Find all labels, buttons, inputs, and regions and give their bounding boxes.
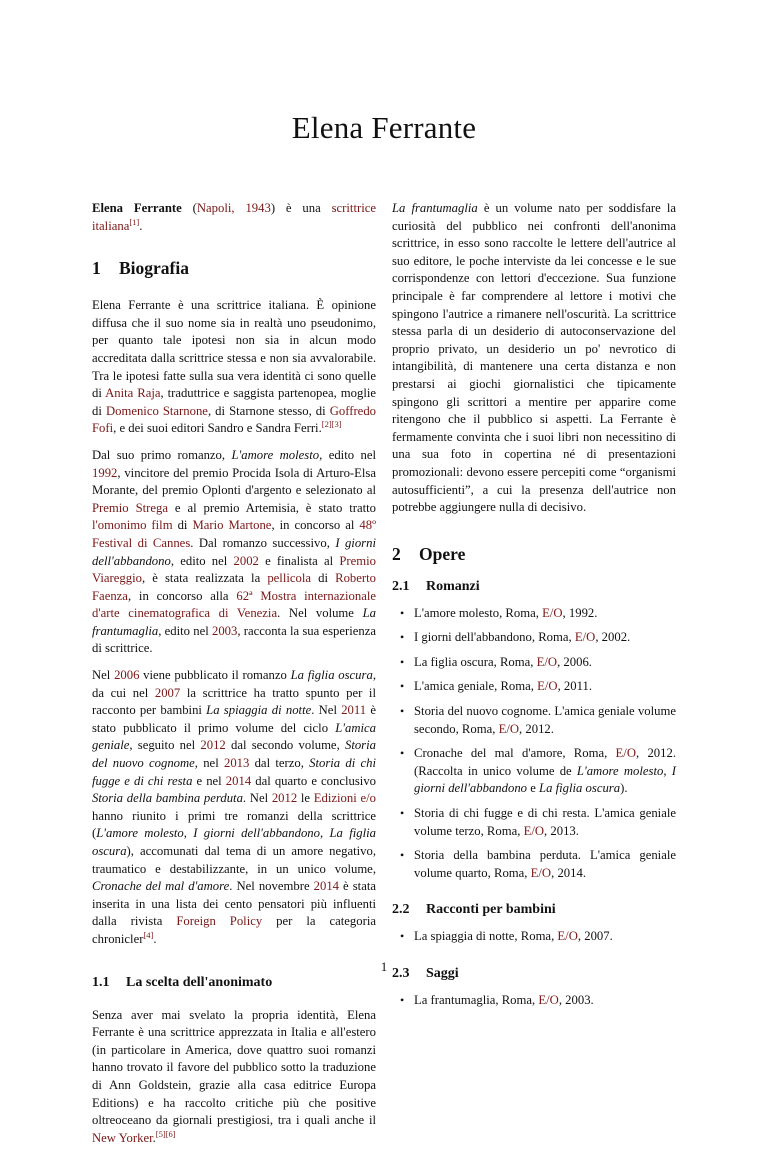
section-title: Biografia (119, 258, 189, 279)
left-column (92, 200, 376, 1156)
list-item: • La spiaggia di notte, Roma, E/O, 2007. (392, 928, 676, 946)
link-roberto-faenza[interactable]: Roberto Faenza (92, 571, 376, 603)
link-year[interactable]: 2006 (114, 668, 140, 683)
link-festival-cannes[interactable]: 48º Festival di Cannes (92, 518, 377, 550)
section-title: Saggi (426, 966, 459, 981)
link-eo[interactable]: E/O (542, 605, 563, 620)
ref-link[interactable]: [2][3] (321, 419, 342, 430)
link-mostra-venezia[interactable]: 62ª Mostra internazionale d'arte cinematografica di Venezia (92, 588, 376, 621)
list-item: • La frantumaglia, Roma, E/O, 2003. (392, 992, 676, 1010)
link-year[interactable]: 2012 (271, 791, 298, 806)
ref-link[interactable]: [1] (129, 216, 140, 227)
section-heading-opere (392, 543, 676, 565)
link-goffredo-fofi[interactable]: Goffredo Fofi (92, 403, 377, 436)
list-item: • Storia della bambina perduta. L'amica geniale volume quarto, Roma, E/O, 2014. (392, 847, 676, 882)
section-number: 2.1 (392, 578, 410, 594)
link-edizioni-eo[interactable]: Edizioni e/o (313, 791, 376, 806)
list-item: • Storia di chi fugge e di chi resta. L'amica geniale volume terzo, Roma, E/O, 2013. (392, 805, 676, 840)
section-number: 2 (392, 543, 401, 564)
link-year[interactable]: 2007 (154, 685, 181, 700)
link-domenico-starnone[interactable]: Domenico Starnone (105, 403, 208, 418)
page-number: 1 (380, 959, 388, 974)
section-title: Romanzi (426, 578, 480, 594)
saggi-list (392, 992, 676, 1010)
racconti-list (392, 928, 676, 946)
list-item: • L'amore molesto, Roma, E/O, 1992. (392, 605, 676, 623)
link-pellicola[interactable]: pellicola (267, 571, 312, 586)
link-year[interactable]: 2014 (225, 773, 252, 788)
list-item: • I giorni dell'abbandono, Roma, E/O, 2002. (392, 629, 676, 647)
link-eo[interactable]: E/O (498, 721, 520, 736)
link-eo[interactable]: E/O (538, 993, 559, 1007)
intro-paragraph: Elena Ferrante (Napoli, 1943) è una scrittrice italiana[1]. (92, 201, 376, 233)
link-mario-martone[interactable]: Mario Martone (192, 518, 272, 533)
section-number: 1 (92, 258, 101, 279)
section-number: 2.2 (392, 902, 410, 918)
anonimato-paragraph: Senza aver mai svelato la propria identità, Elena Ferrante è una scrittrice apprezzata in Italia e all'estero (in particolare in America, dove quattro suoi romanzi hanno trovato il favore del pubblico sotto la traduzione di Ann Goldstein, grazie alla casa editrice Europa Editions) e ha raccolto critiche più che positive oltreoceano da giornali prestigiosi, tra i quali anche il New Yorker.[5][6] (92, 1007, 376, 1145)
link-napoli[interactable]: Napoli, 1943 (196, 201, 271, 215)
section-number: 2.3 (392, 966, 410, 981)
link-year[interactable]: 2002 (233, 553, 259, 568)
link-year[interactable]: 2014 (313, 879, 339, 894)
link-year[interactable]: 1992 (92, 465, 118, 480)
link-eo[interactable]: E/O (536, 654, 558, 669)
list-item: • L'amica geniale, Roma, E/O, 2011. (392, 678, 676, 696)
link-year[interactable]: 2003 (211, 623, 238, 638)
subsection-heading-racconti (392, 900, 676, 920)
list-item: • Cronache del mal d'amore, Roma, E/O, 2012. (Raccolta in unico volume de L'amore molesto, I giorni dell'abbandono e La figlia oscura). (392, 745, 676, 798)
subsection-heading-romanzi (392, 577, 676, 597)
link-year[interactable]: 2013 (223, 756, 250, 771)
ref-link[interactable]: [4] (143, 929, 154, 940)
romanzi-list (392, 605, 676, 883)
link-eo[interactable]: E/O (615, 746, 636, 761)
link-anita-raja[interactable]: Anita Raja (105, 386, 161, 401)
section-heading-biografia (92, 257, 376, 279)
subsection-heading-anonimato (92, 973, 376, 993)
link-new-yorker[interactable]: New Yorker (92, 1130, 153, 1145)
bio-paragraph-2: Dal suo primo romanzo, L'amore molesto, edito nel 1992, vincitore del premio Procida Isola di Arturo-Elsa Morante, del premio Oplonti d'argento e selezionato al Premio Strega e al premio Artemisia, è stato tratto l'omonimo film di Mario Martone, in concorso al 48º Festival di Cannes. Dal romanzo successivo, I giorni dell'abbandono, edito nel 2002 e finalista al Premio Viareggio, è stata realizzata la pellicola di Roberto Faenza, in concorso alla 62ª Mostra internazionale d'arte cinematografica di Venezia. Nel volume La frantumaglia, edito nel 2003, racconta la sua esperienza di scrittrice. (92, 447, 377, 656)
section-title: Opere (419, 543, 466, 564)
link-eo[interactable]: E/O (523, 823, 545, 838)
frantumaglia-paragraph: La frantumaglia è un volume nato per soddisfare la curiosità del pubblico nei confronti dell'anonima scrittrice, in esso sono raccolte le lettere dell'autrice al suo editore, le poche interviste da lei concesse e le sue corrispondenze con lettori d'eccezione. Sua funzione principale è far comprendere al lettore i motivi che spingono l'autrice a rimanere nell'oscurità. La scrittrice stessa parla di un desiderio di autoconservazione del proprio privato, un desiderio un po' nevrotico di intangibilità, di mantenere una certa distanza e non prestarsi ai giochi giornalistici che tipicamente spingono gli scrittori a mentire per apparire come ritengono che il pubblico si aspetti. La Ferrante è fermamente convinta che i suoi libri non necessitino di una sua foto in copertina né di presentazioni promozionali: devono essere percepiti come “organismi autosufficienti”, a cui la presenza dell'autrice non potrebbe aggiungere nulla di decisivo. (392, 201, 676, 515)
link-eo[interactable]: E/O (537, 679, 558, 694)
list-item: • Storia del nuovo cognome. L'amica geniale volume secondo, Roma, E/O, 2012. (392, 703, 676, 738)
section-number: 1.1 (92, 974, 110, 990)
link-year[interactable]: 2012 (200, 738, 226, 753)
link-foreign-policy[interactable]: Foreign Policy (176, 914, 263, 929)
link-eo[interactable]: E/O (530, 865, 552, 880)
link-premio-viareggio[interactable]: Premio Viareggio (92, 553, 376, 586)
bio-paragraph-3: Nel 2006 viene pubblicato il romanzo La figlia oscura, da cui nel 2007 la scrittrice ha tratto spunto per il racconto per bambini La spiaggia di notte. Nel 2011 è stato pubblicato il primo volume del ciclo L'amica geniale, seguito nel 2012 dal secondo volume, Storia del nuovo cognome, nel 2013 dal terzo, Storia di chi fugge e di chi resta e nel 2014 dal quarto e conclusivo Storia della bambina perduta. Nel 2012 le Edizioni e/o hanno riunito i primi tre romanzi della scrittrice (L'amore molesto, I giorni dell'abbandono, La figlia oscura), accomunati dal tema di un amore negativo, traumatico e destabilizzante, in un unico volume, Cronache del mal d'amore. Nel novembre 2014 è stata inserita in una lista dei cento pensatori più influenti dalla rivista Foreign Policy per la categoria chronicler[4]. (92, 668, 377, 946)
link-scrittrice[interactable]: scrittrice italiana (92, 201, 376, 233)
link-year[interactable]: 2011 (341, 703, 367, 718)
link-eo[interactable]: E/O (574, 630, 596, 645)
ref-link[interactable]: [5][6] (155, 1128, 176, 1139)
section-title: La scelta dell'anonimato (126, 974, 273, 990)
right-column (392, 200, 676, 1017)
list-item: • La figlia oscura, Roma, E/O, 2006. (392, 654, 676, 672)
subject-name: Elena Ferrante (92, 201, 182, 215)
link-premio-strega[interactable]: Premio Strega (92, 500, 168, 515)
link-omonimo-film[interactable]: l'omonimo film (92, 518, 173, 533)
bio-paragraph-1: Elena Ferrante è una scrittrice italiana. È opinione diffusa che il suo nome sia in realtà uno pseudonimo, per quanto tale ipotesi non sia in alcun modo accreditata dalla scrittrice stessa e non sia avvalorabile. Tra le ipotesi fatte sulla sua vera identità ci sono quelle di Anita Raja, traduttrice e saggista partenopea, moglie di Domenico Starnone, di Starnone stesso, di Goffredo Fofi, e dei suoi editori Sandro e Sandra Ferri.[2][3] (92, 298, 377, 436)
page-title: Elena Ferrante (291, 110, 477, 145)
link-eo[interactable]: E/O (557, 929, 578, 944)
section-title: Racconti per bambini (426, 902, 556, 918)
